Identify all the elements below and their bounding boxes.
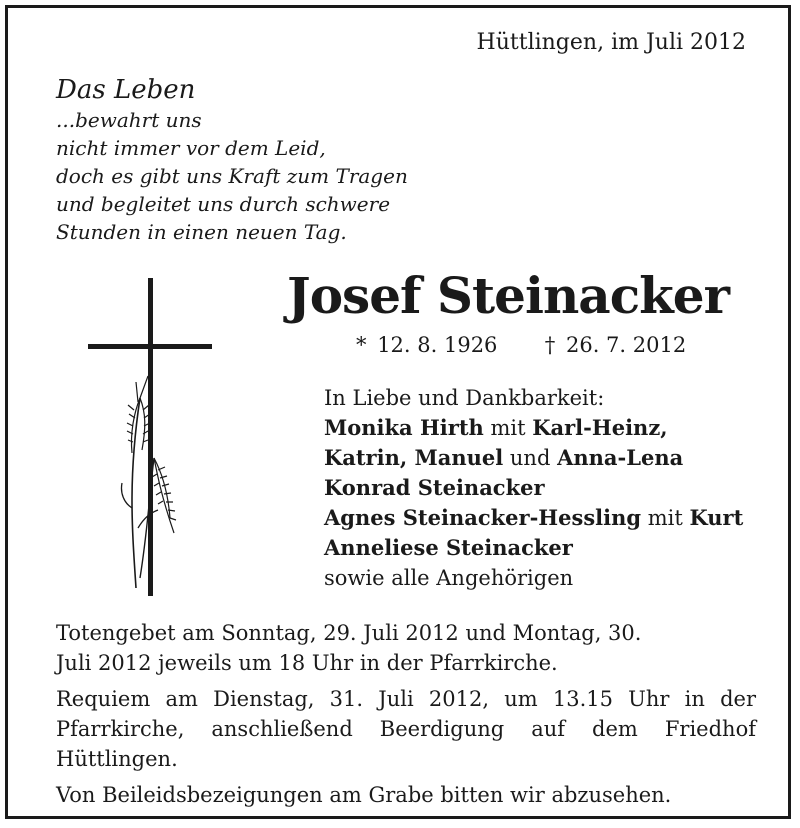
mourner-line <box>324 443 743 473</box>
mourner-name: Konrad Steinacker <box>324 475 545 500</box>
deceased-name: Josef Steinacker <box>287 266 729 325</box>
death-date: 26. 7. 2012 <box>565 333 687 357</box>
condolence-note: Von Beileidsbezeigungen am Grabe bitten wir abzusehen. <box>56 783 672 807</box>
motto-line: ...bewahrt uns <box>56 108 202 132</box>
mourners-intro: In Liebe und Dankbarkeit: <box>324 386 605 410</box>
place-date: Hüttlingen, im Juli 2012 <box>476 30 746 55</box>
mourner-join: mit <box>483 416 533 440</box>
mourner-line <box>324 533 743 563</box>
mourner-name: Katrin, Manuel <box>324 445 504 470</box>
mourner-name: Kurt <box>689 505 744 530</box>
motto-line: Stunden in einen neuen Tag. <box>56 220 347 244</box>
mourner-name: Anna-Lena <box>557 445 684 470</box>
cross-with-wheat-icon <box>88 278 228 598</box>
obituary-notice <box>5 5 791 819</box>
mourner-name: Monika Hirth <box>324 415 484 440</box>
motto-line: und begleitet uns durch schwere <box>56 192 391 216</box>
motto-line: doch es gibt uns Kraft zum Tragen <box>56 164 408 188</box>
motto-poem <box>56 74 408 246</box>
mourners-list <box>324 383 743 593</box>
mourner-name: Anneliese Steinacker <box>324 535 573 560</box>
birth-symbol: * <box>356 333 367 357</box>
requiem-announcement: Requiem am Dienstag, 31. Juli 2012, um 13.15 Uhr in der Pfarrkirche, anschließend Beerdigung auf dem Friedhof Hüttlingen. <box>56 687 756 771</box>
motto-title: Das Leben <box>56 75 196 105</box>
prayer-announcement: Totengebet am Sonntag, 29. Juli 2012 und Montag, 30. Juli 2012 jeweils um 18 Uhr in der Pfarrkirche. <box>56 621 642 675</box>
life-dates <box>356 333 690 357</box>
mourner-name: Agnes Steinacker-Hessling <box>324 505 642 530</box>
mourner-line <box>324 503 743 533</box>
mourner-name: Karl-Heinz, <box>532 415 668 440</box>
birth-date: 12. 8. 1926 <box>377 333 498 357</box>
announcements <box>56 618 756 816</box>
mourner-closing: sowie alle Angehörigen <box>324 566 574 590</box>
mourner-line <box>324 413 743 443</box>
mourner-line <box>324 473 743 503</box>
motto-line: nicht immer vor dem Leid, <box>56 136 326 160</box>
mourner-join: und <box>503 446 558 470</box>
death-symbol: † <box>544 333 556 357</box>
mourner-join: mit <box>641 506 690 530</box>
